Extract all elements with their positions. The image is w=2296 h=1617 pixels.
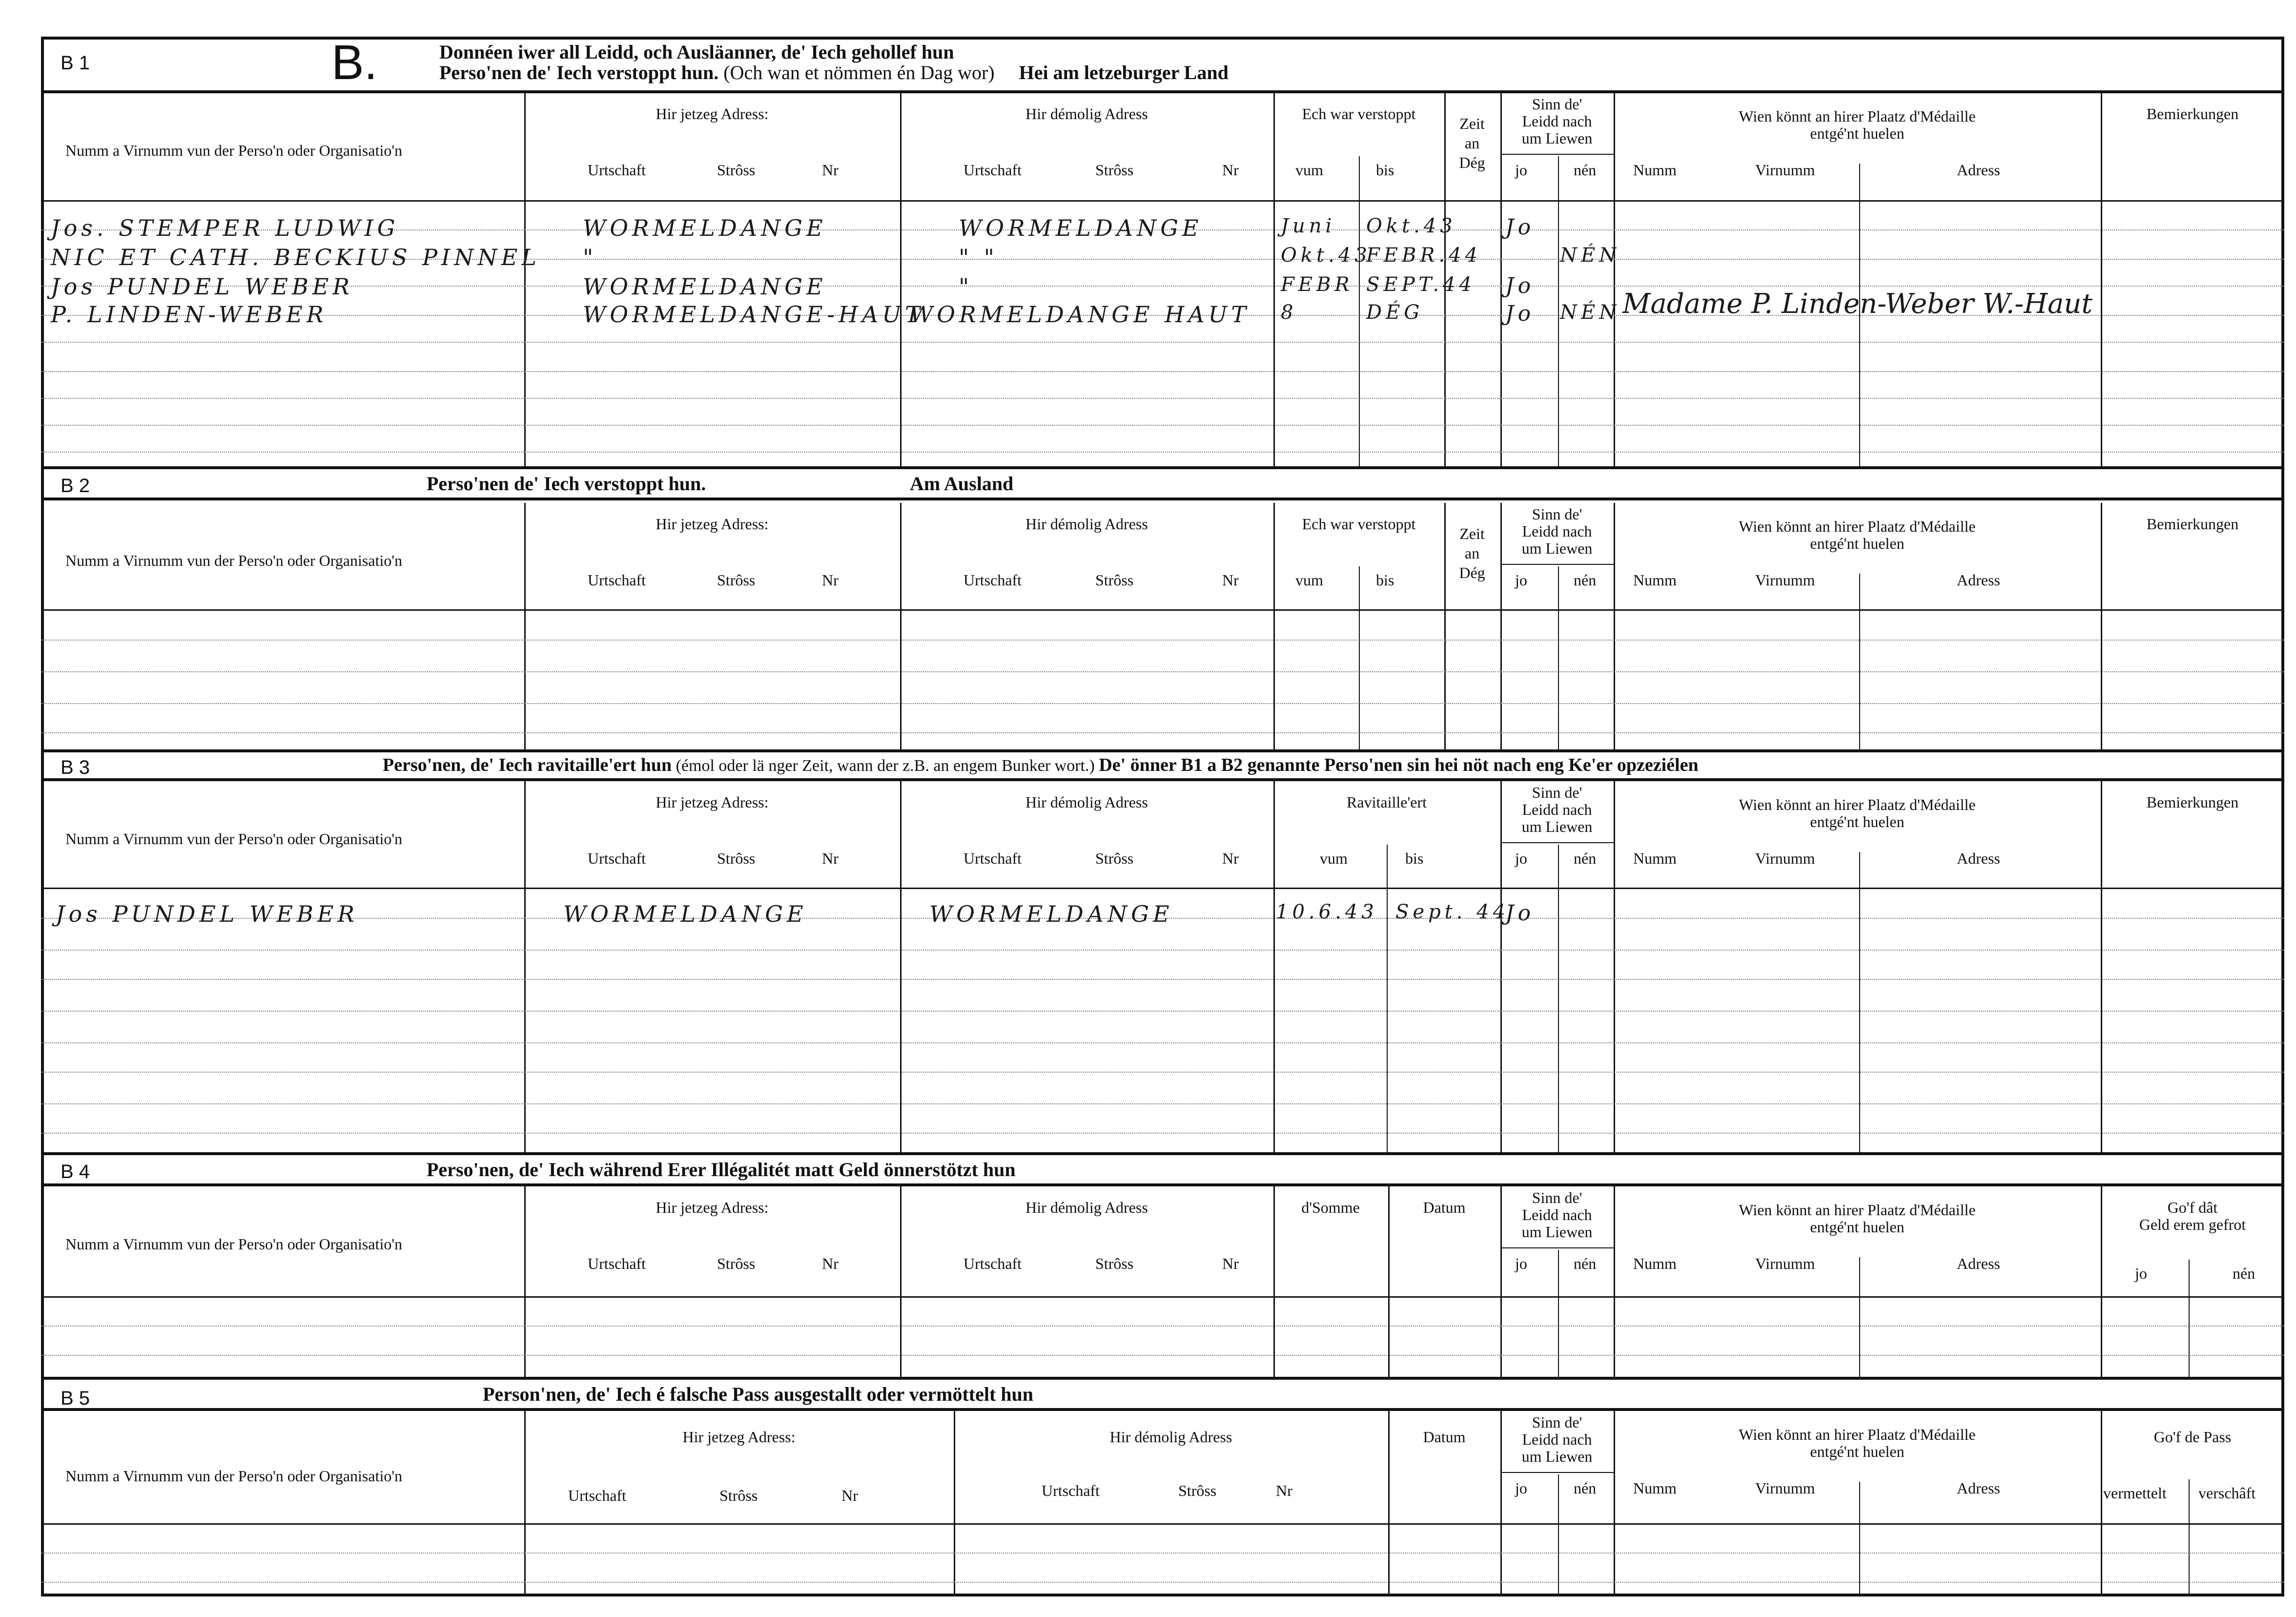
column-rule	[524, 781, 526, 1152]
row-rule	[1500, 1472, 1614, 1473]
column-rule	[524, 1411, 526, 1594]
column-rule	[2101, 503, 2102, 752]
entry-line	[41, 1553, 2284, 1554]
column-rule	[1859, 1257, 1860, 1377]
header-urtschaft-2: Urtschaft	[964, 571, 1022, 589]
entry-line	[41, 398, 2284, 399]
entry-current: WORMELDANGE	[583, 215, 827, 241]
header-sinn-2: Leidd nach	[1522, 1430, 1592, 1448]
header-medal-1: Wien könnt an hirer Plaatz d'Médaille	[1739, 796, 1976, 813]
header-current-address: Hir jetzeg Adress:	[682, 1428, 796, 1446]
entry-line	[41, 950, 2284, 951]
section-title: Perso'nen de' Iech verstoppt hun.	[427, 473, 706, 495]
header-former-address: Hir démolig Adress	[1025, 515, 1148, 533]
entry-line	[41, 703, 2284, 704]
column-rule	[1859, 574, 1860, 752]
entry-line	[41, 1042, 2284, 1043]
header-an: an	[1464, 544, 1480, 562]
entry-jo: Jo	[1505, 273, 1535, 298]
header-nr-2: Nr	[1222, 850, 1239, 867]
entry-bis: SEPT.44	[1366, 273, 1476, 296]
row-rule	[1500, 154, 1614, 155]
entry-name: Jos PUNDEL WEBER	[51, 273, 354, 300]
entry-bis: DÉG	[1366, 301, 1424, 324]
section-title-tail: De' önner B1 a B2 genannte Perso'nen sin hei nöt nach eng Ke'er opzeziélen	[1099, 755, 1699, 775]
header-former-address: Hir démolig Adress	[1025, 1199, 1148, 1216]
header-virnumm: Virnumm	[1755, 850, 1815, 867]
header-stross-2: Strôss	[1178, 1482, 1217, 1499]
header-urtschaft: Urtschaft	[568, 1487, 627, 1504]
column-rule	[1500, 781, 1502, 1152]
header-virnumm: Virnumm	[1755, 161, 1815, 179]
entry-current: "	[583, 244, 597, 270]
column-rule	[2189, 1479, 2190, 1594]
header-adress: Adress	[1957, 1479, 2000, 1497]
column-rule	[1273, 93, 1275, 466]
header-vum: vum	[1320, 850, 1348, 867]
header-nen: nén	[1574, 1479, 1597, 1497]
header-medal-1: Wien könnt an hirer Plaatz d'Médaille	[1739, 107, 1976, 125]
section-title-bold: Perso'nen, de' Iech ravitaille'ert hun	[383, 755, 672, 775]
entry-nen: NÉN	[1560, 301, 1620, 324]
header-numm: Numm	[1633, 161, 1677, 179]
header-urtschaft: Urtschaft	[588, 161, 646, 179]
column-rule	[900, 781, 902, 1152]
header-sinn-2: Leidd nach	[1522, 112, 1592, 130]
header-zeit: Zeit	[1459, 525, 1485, 542]
header-sinn-3: um Liewen	[1521, 539, 1593, 557]
column-rule	[1558, 1474, 1559, 1594]
header-name: Numm a Virnumm vun der Perso'n oder Organisatio'n	[65, 830, 403, 848]
entry-line	[41, 1355, 2284, 1356]
header-medal-1: Wien könnt an hirer Plaatz d'Médaille	[1739, 518, 1976, 535]
entry-line	[41, 452, 2284, 453]
column-rule	[954, 1411, 955, 1594]
section-code: B 5	[61, 1388, 90, 1409]
header-nr-2: Nr	[1222, 161, 1239, 179]
column-rule	[1273, 781, 1275, 1152]
entry-line	[41, 1103, 2284, 1104]
header-jo: jo	[1515, 571, 1527, 589]
entry-medal: Madame P. Linden-Weber W.-Haut	[1622, 288, 2092, 320]
entry-current: WORMELDANGE-HAUT	[583, 301, 924, 328]
header-stross: Strôss	[717, 571, 756, 589]
column-rule	[2189, 1260, 2190, 1377]
column-rule	[1558, 156, 1559, 466]
header-name: Numm a Virnumm vun der Perso'n oder Organisatio'n	[65, 1467, 403, 1485]
section-title-note: (émol oder lä nger Zeit, wann der z.B. an engem Bunker wort.)	[672, 757, 1099, 775]
header-hidden: Ech war verstoppt	[1302, 105, 1416, 123]
column-rule	[1387, 845, 1388, 1152]
header-stross-2: Strôss	[1095, 850, 1134, 867]
entry-line	[41, 425, 2284, 426]
header-sinn-3: um Liewen	[1521, 129, 1593, 147]
header-virnumm: Virnumm	[1755, 1479, 1815, 1497]
column-rule	[2101, 93, 2102, 466]
row-rule	[41, 609, 2284, 611]
header-urtschaft: Urtschaft	[588, 1255, 646, 1272]
header-nen: nén	[1574, 571, 1597, 589]
header-deg: Dég	[1459, 154, 1485, 171]
header-adress: Adress	[1957, 1255, 2000, 1272]
header-stross-2: Strôss	[1095, 161, 1134, 179]
header-nr-2: Nr	[1276, 1482, 1292, 1499]
row-rule	[41, 1523, 2284, 1525]
section-bar	[41, 1152, 2284, 1186]
header-nr: Nr	[841, 1487, 858, 1504]
header-medal-2: entgé'nt huelen	[1810, 1218, 1905, 1236]
header-medal-1: Wien könnt an hirer Plaatz d'Médaille	[1739, 1201, 1976, 1219]
entry-name: Jos PUNDEL WEBER	[56, 901, 359, 927]
entry-nen: NÉN	[1560, 244, 1620, 267]
column-rule	[524, 1186, 526, 1377]
header-jo: jo	[1515, 161, 1527, 179]
column-rule	[1859, 1482, 1860, 1594]
section-code: B 2	[61, 475, 90, 497]
header-bemierkungen: Bemierkungen	[2146, 105, 2239, 123]
header-nen: nén	[1574, 1255, 1597, 1272]
header-adress: Adress	[1957, 161, 2000, 179]
divider	[41, 90, 2284, 93]
header-nen: nén	[1574, 850, 1597, 867]
header-nen: nén	[1574, 161, 1597, 179]
header-stross: Strôss	[719, 1487, 758, 1504]
header-medal-2: entgé'nt huelen	[1810, 124, 1905, 142]
section-subtitle: Perso'nen de' Iech verstoppt hun. (Och wan et nömmen én Dag wor) Hei am letzeburger Land	[439, 62, 1229, 83]
header-verschaft: verschâft	[2198, 1484, 2256, 1502]
header-sinn-1: Sinn de'	[1532, 784, 1582, 801]
header-sinn-1: Sinn de'	[1532, 1189, 1582, 1206]
header-stross: Strôss	[717, 161, 756, 179]
header-nr: Nr	[822, 850, 839, 867]
entry-bis: Okt.43	[1366, 215, 1456, 237]
header-numm: Numm	[1633, 850, 1677, 867]
header-sinn-3: um Liewen	[1521, 818, 1593, 835]
header-sinn-1: Sinn de'	[1532, 95, 1582, 113]
header-datum: Datum	[1423, 1199, 1466, 1216]
column-rule	[524, 93, 526, 466]
header-current-address: Hir jetzeg Adress:	[656, 515, 769, 533]
header-bis: bis	[1405, 850, 1424, 867]
entry-former: WORMELDANGE	[959, 215, 1203, 241]
entry-line	[41, 1133, 2284, 1134]
column-rule	[1359, 156, 1360, 466]
header-medal-2: entgé'nt huelen	[1810, 535, 1905, 552]
header-nen-2: nén	[2233, 1265, 2255, 1282]
header-stross: Strôss	[717, 850, 756, 867]
header-name: Numm a Virnumm vun der Perso'n oder Organisatio'n	[65, 552, 403, 569]
header-numm: Numm	[1633, 1479, 1677, 1497]
entry-former: WORMELDANGE	[929, 901, 1173, 927]
header-nr: Nr	[822, 1255, 839, 1272]
entry-bis: Sept. 44	[1395, 901, 1510, 923]
entry-former: " "	[959, 244, 998, 270]
column-rule	[1558, 566, 1559, 752]
header-adress: Adress	[1957, 850, 2000, 867]
row-rule	[1500, 564, 1614, 565]
header-jo-2: jo	[2135, 1265, 2147, 1282]
entry-vum: FEBR	[1281, 273, 1353, 296]
entry-line	[41, 979, 2284, 980]
header-name: Numm a Virnumm vun der Perso'n oder Organisatio'n	[65, 1235, 403, 1253]
entry-line	[41, 286, 2284, 287]
section-title	[383, 754, 1699, 776]
column-rule	[1859, 852, 1860, 1152]
section-code: B 1	[61, 52, 90, 74]
header-datum: Datum	[1423, 1428, 1466, 1446]
entry-former: "	[959, 273, 973, 300]
section-code: B 4	[61, 1161, 90, 1182]
entry-vum: 10.6.43	[1276, 901, 1378, 923]
entry-line	[41, 732, 2284, 733]
entry-vum: Okt.43	[1281, 244, 1371, 267]
header-an: an	[1464, 134, 1480, 152]
column-rule	[2101, 781, 2102, 1152]
header-bemierkungen: Bemierkungen	[2146, 793, 2239, 811]
header-medal-1: Wien könnt an hirer Plaatz d'Médaille	[1739, 1426, 1976, 1443]
entry-line	[41, 1072, 2284, 1073]
header-vum: vum	[1295, 161, 1323, 179]
entry-vum: 8	[1281, 301, 1297, 324]
header-bis: bis	[1376, 571, 1394, 589]
header-jo: jo	[1515, 1479, 1527, 1497]
entry-line	[41, 1011, 2284, 1012]
header-current-address: Hir jetzeg Adress:	[656, 1199, 769, 1216]
column-rule	[524, 503, 526, 752]
header-nr: Nr	[822, 571, 839, 589]
column-rule	[1558, 1250, 1559, 1377]
header-gof-1: Go'f dât	[2167, 1199, 2218, 1216]
column-rule	[900, 503, 902, 752]
header-gof-2: Geld erem gefrot	[2139, 1216, 2246, 1233]
entry-line	[41, 1326, 2284, 1327]
entry-vum: Juni	[1281, 215, 1336, 237]
row-rule	[1500, 842, 1614, 843]
entry-current: WORMELDANGE	[563, 901, 807, 927]
header-stross-2: Strôss	[1095, 571, 1134, 589]
entry-current: WORMELDANGE	[583, 273, 827, 300]
section-bar	[41, 1377, 2284, 1411]
header-hidden: Ech war verstoppt	[1302, 515, 1416, 533]
entry-jo: Jo	[1505, 301, 1535, 326]
header-urtschaft-2: Urtschaft	[1042, 1482, 1100, 1499]
section-title-tail: Am Ausland	[910, 473, 1014, 495]
header-former-address: Hir démolig Adress	[1025, 105, 1148, 123]
header-somme: d'Somme	[1301, 1199, 1360, 1216]
header-virnumm: Virnumm	[1755, 571, 1815, 589]
header-urtschaft: Urtschaft	[588, 850, 646, 867]
header-nr-2: Nr	[1222, 571, 1239, 589]
entry-line	[41, 640, 2284, 641]
header-urtschaft-2: Urtschaft	[964, 1255, 1022, 1272]
section-title: Donnéen iwer all Leidd, och Ausläanner, de' Iech gehollef hun	[439, 41, 954, 63]
header-numm: Numm	[1633, 571, 1677, 589]
entry-name: P. LINDEN-WEBER	[51, 301, 328, 328]
header-current-address: Hir jetzeg Adress:	[656, 105, 769, 123]
entry-bis: FEBR.44	[1366, 244, 1482, 267]
entry-line	[41, 371, 2284, 372]
header-adress: Adress	[1957, 571, 2000, 589]
header-urtschaft-2: Urtschaft	[964, 850, 1022, 867]
column-rule	[900, 93, 902, 466]
section-title: Person'nen, de' Iech é falsche Pass ausgestallt oder vermöttelt hun	[483, 1383, 1034, 1405]
header-numm: Numm	[1633, 1255, 1677, 1272]
column-rule	[1359, 566, 1360, 752]
header-name: Numm a Virnumm vun der Perso'n oder Organisatio'n	[65, 142, 403, 159]
header-bis: bis	[1376, 161, 1394, 179]
header-medal-2: entgé'nt huelen	[1810, 813, 1905, 830]
header-gof-pass: Go'f de Pass	[2153, 1428, 2232, 1446]
header-sinn-2: Leidd nach	[1522, 1206, 1592, 1223]
header-jo: jo	[1515, 850, 1527, 867]
entry-jo: Jo	[1505, 901, 1535, 926]
form-letter: B.	[331, 35, 378, 90]
header-sinn-1: Sinn de'	[1532, 505, 1582, 523]
header-stross: Strôss	[717, 1255, 756, 1272]
entry-name: Jos. STEMPER LUDWIG	[51, 215, 399, 241]
header-jo: jo	[1515, 1255, 1527, 1272]
entry-former: WORMELDANGE HAUT	[910, 301, 1250, 328]
header-vermettelt: vermettelt	[2103, 1484, 2167, 1502]
entry-line	[41, 342, 2284, 343]
section-title: Perso'nen, de' Iech während Erer Illégalitét matt Geld önnerstötzt hun	[427, 1159, 1016, 1181]
header-medal-2: entgé'nt huelen	[1810, 1443, 1905, 1460]
header-urtschaft-2: Urtschaft	[964, 161, 1022, 179]
header-nr-2: Nr	[1222, 1255, 1239, 1272]
header-virnumm: Virnumm	[1755, 1255, 1815, 1272]
header-sinn-2: Leidd nach	[1522, 801, 1592, 818]
row-rule	[1500, 1247, 1614, 1248]
header-zeit: Zeit	[1459, 115, 1485, 132]
header-former-address: Hir démolig Adress	[1025, 793, 1148, 811]
column-rule	[1558, 845, 1559, 1152]
header-bemierkungen: Bemierkungen	[2146, 515, 2239, 533]
header-ravitailleert: Ravitaille'ert	[1347, 793, 1427, 811]
header-vum: vum	[1295, 571, 1323, 589]
column-rule	[1273, 503, 1275, 752]
row-rule	[41, 200, 2284, 202]
header-current-address: Hir jetzeg Adress:	[656, 793, 769, 811]
entry-line	[41, 671, 2284, 672]
header-sinn-3: um Liewen	[1521, 1223, 1593, 1241]
row-rule	[41, 1296, 2284, 1298]
entry-line	[41, 1582, 2284, 1583]
entry-jo: Jo	[1505, 215, 1535, 240]
header-sinn-2: Leidd nach	[1522, 522, 1592, 540]
column-rule	[900, 1186, 902, 1377]
header-stross-2: Strôss	[1095, 1255, 1134, 1272]
row-rule	[41, 888, 2284, 889]
header-former-address: Hir démolig Adress	[1109, 1428, 1232, 1446]
header-sinn-1: Sinn de'	[1532, 1413, 1582, 1431]
column-rule	[1614, 781, 1615, 1152]
header-urtschaft: Urtschaft	[588, 571, 646, 589]
header-deg: Dég	[1459, 564, 1485, 581]
header-nr: Nr	[822, 161, 839, 179]
section-code: B 3	[61, 757, 90, 778]
section-bar	[41, 466, 2284, 500]
entry-name: NIC ET CATH. BECKIUS PINNEL	[51, 244, 540, 270]
header-sinn-3: um Liewen	[1521, 1448, 1593, 1465]
